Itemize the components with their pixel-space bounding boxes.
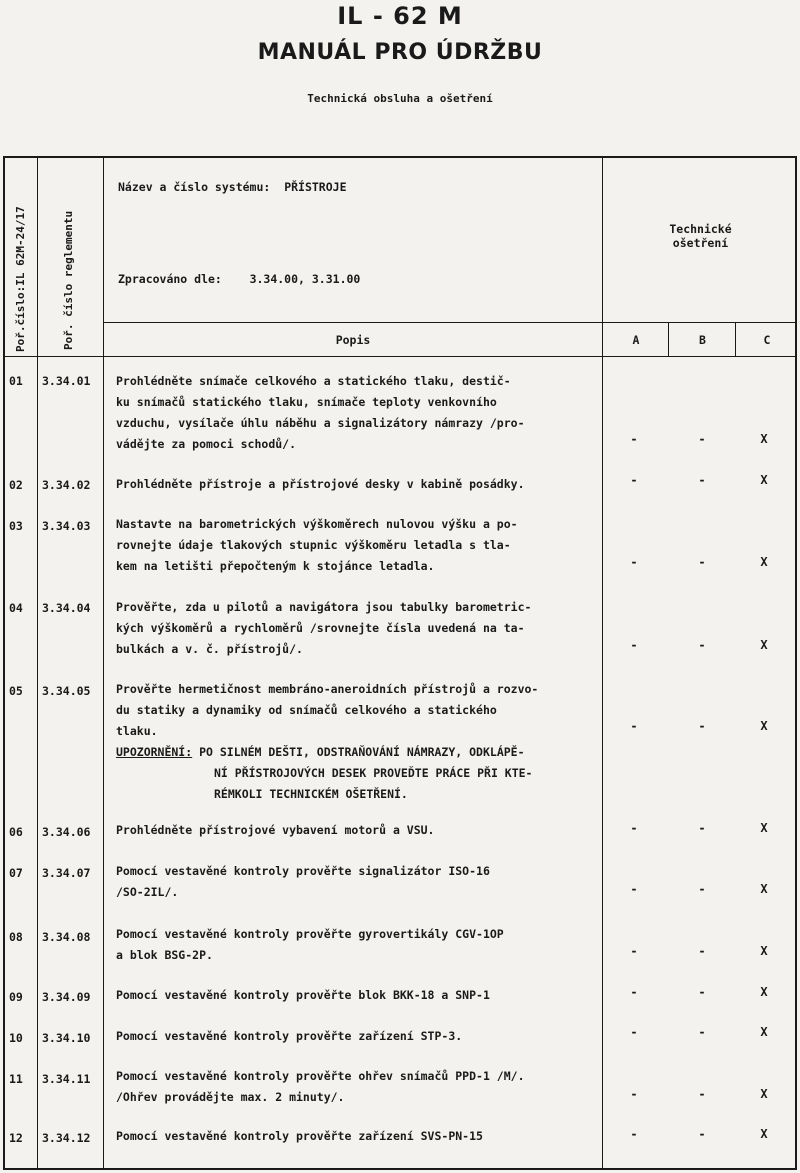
mark-b: - (698, 1127, 706, 1141)
row-code: 3.34.02 (42, 478, 91, 492)
column-a-header: A (632, 333, 640, 347)
mark-c: X (760, 719, 768, 733)
row-number: 08 (9, 930, 23, 944)
row-number: 12 (9, 1131, 23, 1145)
mark-c: X (760, 821, 768, 835)
maintenance-table (3, 156, 797, 1170)
row-description: Pomocí vestavěné kontroly prověřte ohřev snímačů PPD-1 /M/. /Ohřev provádějte max. 2 minuty/. (116, 1069, 525, 1104)
mark-c: X (760, 432, 768, 446)
mark-c: X (760, 944, 768, 958)
system-label: Název a číslo systému: PŘÍSTROJE (118, 180, 347, 194)
mark-b: - (698, 1087, 706, 1101)
mark-c: X (760, 638, 768, 652)
header-divider (103, 322, 797, 323)
row-number: 01 (9, 374, 23, 388)
row-description: Pomocí vestavěné kontroly prověřte zařízení SVS-PN-15 (116, 1129, 483, 1143)
mark-b: - (698, 821, 706, 835)
document-code: IL - 62 M (337, 2, 463, 30)
row-code: 3.34.03 (42, 519, 91, 533)
row-number: 10 (9, 1031, 23, 1045)
mark-c: X (760, 882, 768, 896)
mark-b: - (698, 719, 706, 733)
row-description: Prohlédněte přístroje a přístrojové desky v kabině posádky. (116, 477, 525, 491)
column-b-header: B (699, 333, 706, 347)
mark-b: - (698, 985, 706, 999)
description-column-header: Popis (335, 333, 371, 347)
mark-b: - (698, 882, 706, 896)
mark-c: X (760, 1087, 768, 1101)
row-code: 3.34.04 (42, 601, 91, 615)
document-subtitle: Technická obsluha a ošetření (307, 92, 493, 105)
row-description: Nastavte na barometrických výškoměrech nulovou výšku a po- rovnejte údaje tlakových stupnic výškoměru letadla s tla- kem na letišti přepočteným k stojánce letadla. (116, 517, 518, 573)
mark-a: - (630, 821, 638, 835)
row-code: 3.34.08 (42, 930, 91, 944)
row-code: 3.34.07 (42, 866, 91, 880)
mark-c: X (760, 555, 768, 569)
mark-b: - (698, 473, 706, 487)
row-number: 11 (9, 1072, 23, 1086)
mark-a: - (630, 944, 638, 958)
mark-a: - (630, 1127, 638, 1141)
mark-a: - (630, 985, 638, 999)
row-number: 09 (9, 990, 23, 1004)
mark-a: - (630, 1087, 638, 1101)
mark-c: X (760, 1025, 768, 1039)
mark-c: X (760, 985, 768, 999)
mark-c: X (760, 1127, 768, 1141)
row-code: 3.34.09 (42, 990, 91, 1004)
row-description: Pomocí vestavěné kontroly prověřte zařízení STP-3. (116, 1029, 463, 1043)
row-number: 05 (9, 684, 23, 698)
mark-b: - (698, 638, 706, 652)
row-description: Pomocí vestavěné kontroly prověřte signalizátor ISO-16 /SO-2IL/. (116, 864, 490, 899)
row-number: 06 (9, 825, 23, 839)
mark-b: - (698, 432, 706, 446)
column-divider (37, 156, 38, 1170)
mark-a: - (630, 473, 638, 487)
row-number: 02 (9, 478, 23, 492)
mark-a: - (630, 882, 638, 896)
side-label-document-number: Poř.číslo:IL 62M-24/17 (14, 206, 27, 352)
processed-value: 3.34.00, 3.31.00 (249, 272, 361, 286)
mark-a: - (630, 432, 638, 446)
row-description: Prohlédněte přístrojové vybavení motorů a VSU. (116, 823, 435, 837)
row-code: 3.34.11 (42, 1072, 91, 1086)
row-code: 3.34.01 (42, 374, 91, 388)
row-code: 3.34.06 (42, 825, 91, 839)
row-warning-continued: NÍ PŘÍSTROJOVÝCH DESEK PROVEĎTE PRÁCE PŘI KTE- RÉMKOLI TECHNICKÉM OŠETŘENÍ. (214, 766, 533, 801)
row-description: Pomocí vestavěné kontroly prověřte blok BKK-18 a SNP-1 (116, 988, 490, 1002)
column-divider (735, 322, 736, 356)
mark-b: - (698, 555, 706, 569)
row-number: 03 (9, 519, 23, 533)
mark-a: - (630, 555, 638, 569)
column-divider (602, 156, 603, 1170)
system-value: PŘÍSTROJE (284, 180, 347, 194)
row-description: Pomocí vestavěné kontroly prověřte gyrovertikály CGV-1OP a blok BSG-2P. (116, 927, 504, 962)
mark-a: - (630, 638, 638, 652)
column-divider (668, 322, 669, 356)
row-code: 3.34.12 (42, 1131, 91, 1145)
processed-label: Zpracováno dle: 3.34.00, 3.31.00 (118, 272, 361, 286)
mark-b: - (698, 1025, 706, 1039)
column-c-header: C (763, 333, 771, 347)
mark-a: - (630, 719, 638, 733)
header-divider (3, 356, 797, 357)
warning-label: UPOZORNĚNÍ: (116, 745, 193, 759)
row-description: Prověřte hermetičnost membráno-aneroidních přístrojů a rozvo- du statiky a dynamiky od snímačů celkového a statického tlaku. (116, 682, 539, 738)
row-code: 3.34.10 (42, 1031, 91, 1045)
mark-b: - (698, 944, 706, 958)
technical-care-header: Technické ošetření (669, 222, 732, 250)
column-divider (103, 156, 104, 1170)
mark-c: X (760, 473, 768, 487)
side-label-regulation-number: Poř. číslo reglementu (62, 210, 75, 350)
row-number: 04 (9, 601, 23, 615)
row-warning: UPOZORNĚNÍ: PO SILNÉM DEŠTI, ODSTRAŇOVÁNÍ NÁMRAZY, ODKLÁPĚ- (116, 745, 525, 759)
row-description: Prověřte, zda u pilotů a navigátora jsou tabulky barometric- kých výškoměrů a rychloměrů /srovnejte čísla uvedená na ta- bulkách a v. č. přístrojů/. (116, 600, 532, 656)
row-number: 07 (9, 866, 23, 880)
document-title: MANUÁL PRO ÚDRŽBU (257, 40, 543, 65)
row-code: 3.34.05 (42, 684, 91, 698)
mark-a: - (630, 1025, 638, 1039)
row-description: Prohlédněte snímače celkového a statického tlaku, destič- ku snímačů statického tlaku, snímače teploty venkovního vzduchu, vysílače úhlu náběhu a signalizátory námrazy /pro- vádějte za pomoci schodů/. (116, 374, 525, 451)
